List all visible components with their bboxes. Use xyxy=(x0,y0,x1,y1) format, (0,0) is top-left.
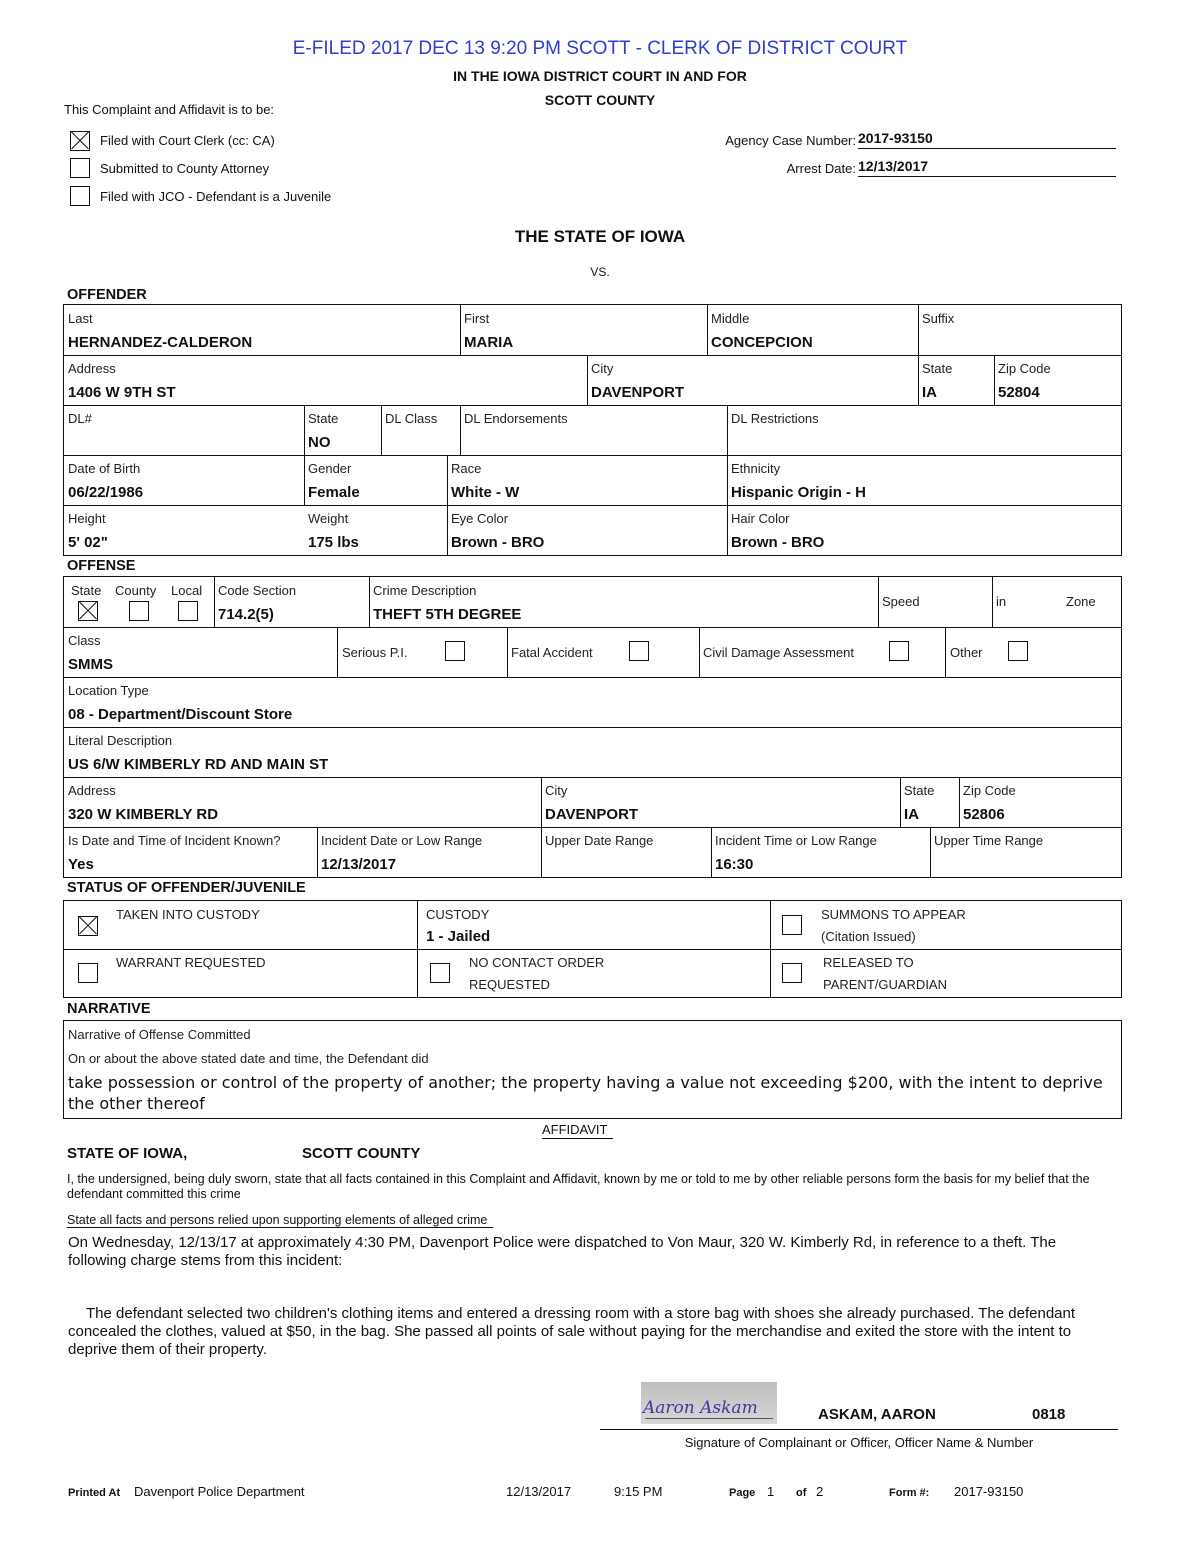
offense-city-label: City xyxy=(545,783,568,798)
summons-sublabel: (Citation Issued) xyxy=(821,929,916,944)
warrant-label: WARRANT REQUESTED xyxy=(116,955,266,970)
last-name: HERNANDEZ-CALDERON xyxy=(68,334,253,351)
location-type: 08 - Department/Discount Store xyxy=(68,706,293,723)
state-label: State xyxy=(922,361,953,376)
weight-label: Weight xyxy=(308,511,349,526)
address-label: Address xyxy=(68,361,116,376)
civil-damage-checkbox[interactable] xyxy=(889,641,909,661)
fatal-accident-label: Fatal Accident xyxy=(511,645,593,660)
serious-pi-checkbox[interactable] xyxy=(445,641,465,661)
incident-time: 16:30 xyxy=(715,856,754,873)
offense-class: SMMS xyxy=(68,656,113,673)
efiled-stamp: E-FILED 2017 DEC 13 9:20 PM SCOTT - CLERK OF DISTRICT COURT xyxy=(292,38,908,59)
offender-heading: OFFENDER xyxy=(67,287,147,303)
dl-state: NO xyxy=(308,434,331,451)
offense-county-label: County xyxy=(115,583,157,598)
upper-date-label: Upper Date Range xyxy=(545,833,654,848)
class-label: Class xyxy=(68,633,101,648)
form-label: Form #: xyxy=(889,1487,930,1499)
summons-checkbox[interactable] xyxy=(782,915,802,935)
narrative-text: take possession or control of the property of another; the property having a value not exceeding $200, with the intent to deprive the other thereof xyxy=(68,1073,1103,1113)
signature-handwriting: Aaron Askam xyxy=(643,1398,758,1418)
narrative-intro: On or about the above stated date and time, the Defendant did xyxy=(68,1051,429,1066)
dob-label: Date of Birth xyxy=(68,461,141,476)
incident-date: 12/13/2017 xyxy=(321,856,397,873)
other-label: Other xyxy=(950,645,983,660)
dl-state-label: State xyxy=(308,411,339,426)
eye-color: Brown - BRO xyxy=(451,534,545,551)
officer-name: ASKAM, AARON xyxy=(818,1406,936,1423)
race-label: Race xyxy=(451,461,482,476)
summons-label: SUMMONS TO APPEAR xyxy=(821,907,966,922)
crime-description-label: Crime Description xyxy=(373,583,477,598)
page-label: Page xyxy=(729,1487,756,1499)
ethnicity: Hispanic Origin - H xyxy=(731,484,867,501)
affidavit-state: STATE OF IOWA, xyxy=(67,1145,188,1162)
filed-jco-checkbox[interactable] xyxy=(70,186,90,206)
filed-clerk-label: Filed with Court Clerk (cc: CA) xyxy=(100,133,275,148)
signature-image xyxy=(641,1382,777,1424)
affidavit-paragraph-2: The defendant selected two children's clothing items and entered a dressing room with a store bag with shoes she already purchased. The defendant concealed the clothes, valued at $50, in the bag. She passed all points of sale without paying for the merchandise and exited the store with the intent to deprive them of their property. xyxy=(68,1305,1076,1358)
upper-time-label: Upper Time Range xyxy=(934,833,1044,848)
taken-custody-checkbox[interactable] xyxy=(78,916,98,936)
zone-label: Zone xyxy=(1066,594,1096,609)
height: 5' 02" xyxy=(68,534,108,551)
offense-county-checkbox[interactable] xyxy=(129,601,149,621)
last-name-label: Last xyxy=(68,311,93,326)
zip-label: Zip Code xyxy=(998,361,1051,376)
offense-zip-label: Zip Code xyxy=(963,783,1016,798)
page-total: 2 xyxy=(816,1484,824,1499)
dl-endorsements-label: DL Endorsements xyxy=(464,411,568,426)
hair-color: Brown - BRO xyxy=(731,534,825,551)
filed-jco-label: Filed with JCO - Defendant is a Juvenile xyxy=(100,189,332,204)
offense-state-label: State xyxy=(71,583,102,598)
sworn-statement: I, the undersigned, being duly sworn, state that all facts contained in this Complaint and Affidavit, known by me or told to me by other reliable persons form the basis for my belief that the defendant committed this crime xyxy=(67,1172,1090,1201)
code-section-label: Code Section xyxy=(218,583,297,598)
complaint-intro: This Complaint and Affidavit is to be: xyxy=(64,102,275,117)
middle-name: CONCEPCION xyxy=(711,334,813,351)
offense-state2: IA xyxy=(904,806,919,823)
offense-address: 320 W KIMBERLY RD xyxy=(68,806,219,823)
city-label: City xyxy=(591,361,614,376)
literal-description: US 6/W KIMBERLY RD AND MAIN ST xyxy=(68,756,329,773)
page-number: 1 xyxy=(767,1484,775,1499)
speed-label: Speed xyxy=(882,594,920,609)
no-contact-sublabel: REQUESTED xyxy=(469,977,550,992)
civil-damage-label: Civil Damage Assessment xyxy=(703,645,854,660)
form-number: 2017-93150 xyxy=(954,1484,1024,1499)
agency-case-label: Agency Case Number: xyxy=(725,133,856,148)
date-of-birth: 06/22/1986 xyxy=(68,484,144,501)
other-checkbox[interactable] xyxy=(1008,641,1028,661)
printed-at-value: Davenport Police Department xyxy=(134,1484,305,1499)
signature-caption: Signature of Complainant or Officer, Officer Name & Number xyxy=(684,1435,1034,1450)
ethnicity-label: Ethnicity xyxy=(731,461,781,476)
narrative-heading: NARRATIVE xyxy=(67,1001,151,1017)
offense-heading: OFFENSE xyxy=(67,558,136,574)
gender: Female xyxy=(308,484,360,501)
versus: VS. xyxy=(590,265,610,279)
code-section: 714.2(5) xyxy=(218,606,274,623)
warrant-checkbox[interactable] xyxy=(78,963,98,983)
state-title: THE STATE OF IOWA xyxy=(514,227,686,246)
court-county: SCOTT COUNTY xyxy=(544,92,656,108)
offense-table xyxy=(63,576,1122,878)
speed-in-label: in xyxy=(996,594,1007,609)
custody-label: CUSTODY xyxy=(426,907,490,922)
first-name: MARIA xyxy=(464,334,514,351)
dl-class-label: DL Class xyxy=(385,411,438,426)
print-date: 12/13/2017 xyxy=(506,1484,572,1499)
weight: 175 lbs xyxy=(308,534,359,551)
incident-time-label: Incident Time or Low Range xyxy=(715,833,877,848)
no-contact-checkbox[interactable] xyxy=(430,963,450,983)
agency-case-value: 2017-93150 xyxy=(858,130,933,146)
offense-address-label: Address xyxy=(68,783,116,798)
offender-state: IA xyxy=(922,384,937,401)
race: White - W xyxy=(451,484,520,501)
no-contact-label: NO CONTACT ORDER xyxy=(469,955,605,970)
released-checkbox[interactable] xyxy=(782,963,802,983)
status-heading: STATUS OF OFFENDER/JUVENILE xyxy=(67,880,306,896)
offense-zip: 52806 xyxy=(963,806,1005,823)
status-table xyxy=(63,900,1122,998)
offender-address: 1406 W 9TH ST xyxy=(68,384,176,401)
offense-local-label: Local xyxy=(171,583,203,598)
offense-local-checkbox[interactable] xyxy=(178,601,198,621)
signature-line xyxy=(600,1429,1118,1430)
gender-label: Gender xyxy=(308,461,352,476)
location-type-label: Location Type xyxy=(68,683,149,698)
hair-color-label: Hair Color xyxy=(731,511,790,526)
print-time: 9:15 PM xyxy=(614,1484,663,1499)
offense-city: DAVENPORT xyxy=(545,806,639,823)
serious-pi-label: Serious P.I. xyxy=(342,645,408,660)
submitted-attorney-label: Submitted to County Attorney xyxy=(100,161,270,176)
incident-known-label: Is Date and Time of Incident Known? xyxy=(68,833,281,848)
of-label: of xyxy=(796,1487,807,1499)
officer-number: 0818 xyxy=(1032,1406,1066,1423)
incident-known: Yes xyxy=(68,856,94,873)
affidavit-paragraph-1: On Wednesday, 12/13/17 at approximately 4:30 PM, Davenport Police were dispatched to Von Maur, 320 W. Kimberly Rd, in reference to a theft. The following charge stems from this incident: xyxy=(68,1234,1057,1269)
printed-at-label: Printed At xyxy=(68,1487,121,1499)
suffix-label: Suffix xyxy=(922,311,955,326)
facts-label: State all facts and persons relied upon supporting elements of alleged crime xyxy=(67,1213,493,1228)
released-label: RELEASED TO xyxy=(823,955,914,970)
offender-city: DAVENPORT xyxy=(591,384,685,401)
released-sublabel: PARENT/GUARDIAN xyxy=(823,977,947,992)
fatal-accident-checkbox[interactable] xyxy=(629,641,649,661)
arrest-date-line xyxy=(858,158,1116,177)
middle-name-label: Middle xyxy=(711,311,750,326)
affidavit-title: AFFIDAVIT xyxy=(542,1122,613,1139)
crime-description: THEFT 5TH DEGREE xyxy=(373,606,522,623)
filed-clerk-checkbox[interactable] xyxy=(70,131,90,151)
custody-value: 1 - Jailed xyxy=(426,928,491,945)
arrest-date-value: 12/13/2017 xyxy=(858,158,929,174)
offense-state2-label: State xyxy=(904,783,935,798)
offense-state-checkbox[interactable] xyxy=(78,601,98,621)
first-name-label: First xyxy=(464,311,490,326)
taken-custody-label: TAKEN INTO CUSTODY xyxy=(116,907,260,922)
literal-description-label: Literal Description xyxy=(68,733,173,748)
court-title: IN THE IOWA DISTRICT COURT IN AND FOR xyxy=(453,68,747,84)
dl-number-label: DL# xyxy=(68,411,92,426)
submitted-attorney-checkbox[interactable] xyxy=(70,158,90,178)
offender-table xyxy=(63,304,1122,556)
affidavit-county: SCOTT COUNTY xyxy=(302,1145,421,1162)
narrative-box xyxy=(63,1020,1122,1119)
agency-case-line xyxy=(858,130,1116,149)
incident-date-label: Incident Date or Low Range xyxy=(321,833,483,848)
offender-zip: 52804 xyxy=(998,384,1040,401)
narrative-label: Narrative of Offense Committed xyxy=(68,1027,251,1042)
dl-restrictions-label: DL Restrictions xyxy=(731,411,819,426)
arrest-date-label: Arrest Date: xyxy=(786,161,856,176)
eye-color-label: Eye Color xyxy=(451,511,509,526)
height-label: Height xyxy=(68,511,106,526)
